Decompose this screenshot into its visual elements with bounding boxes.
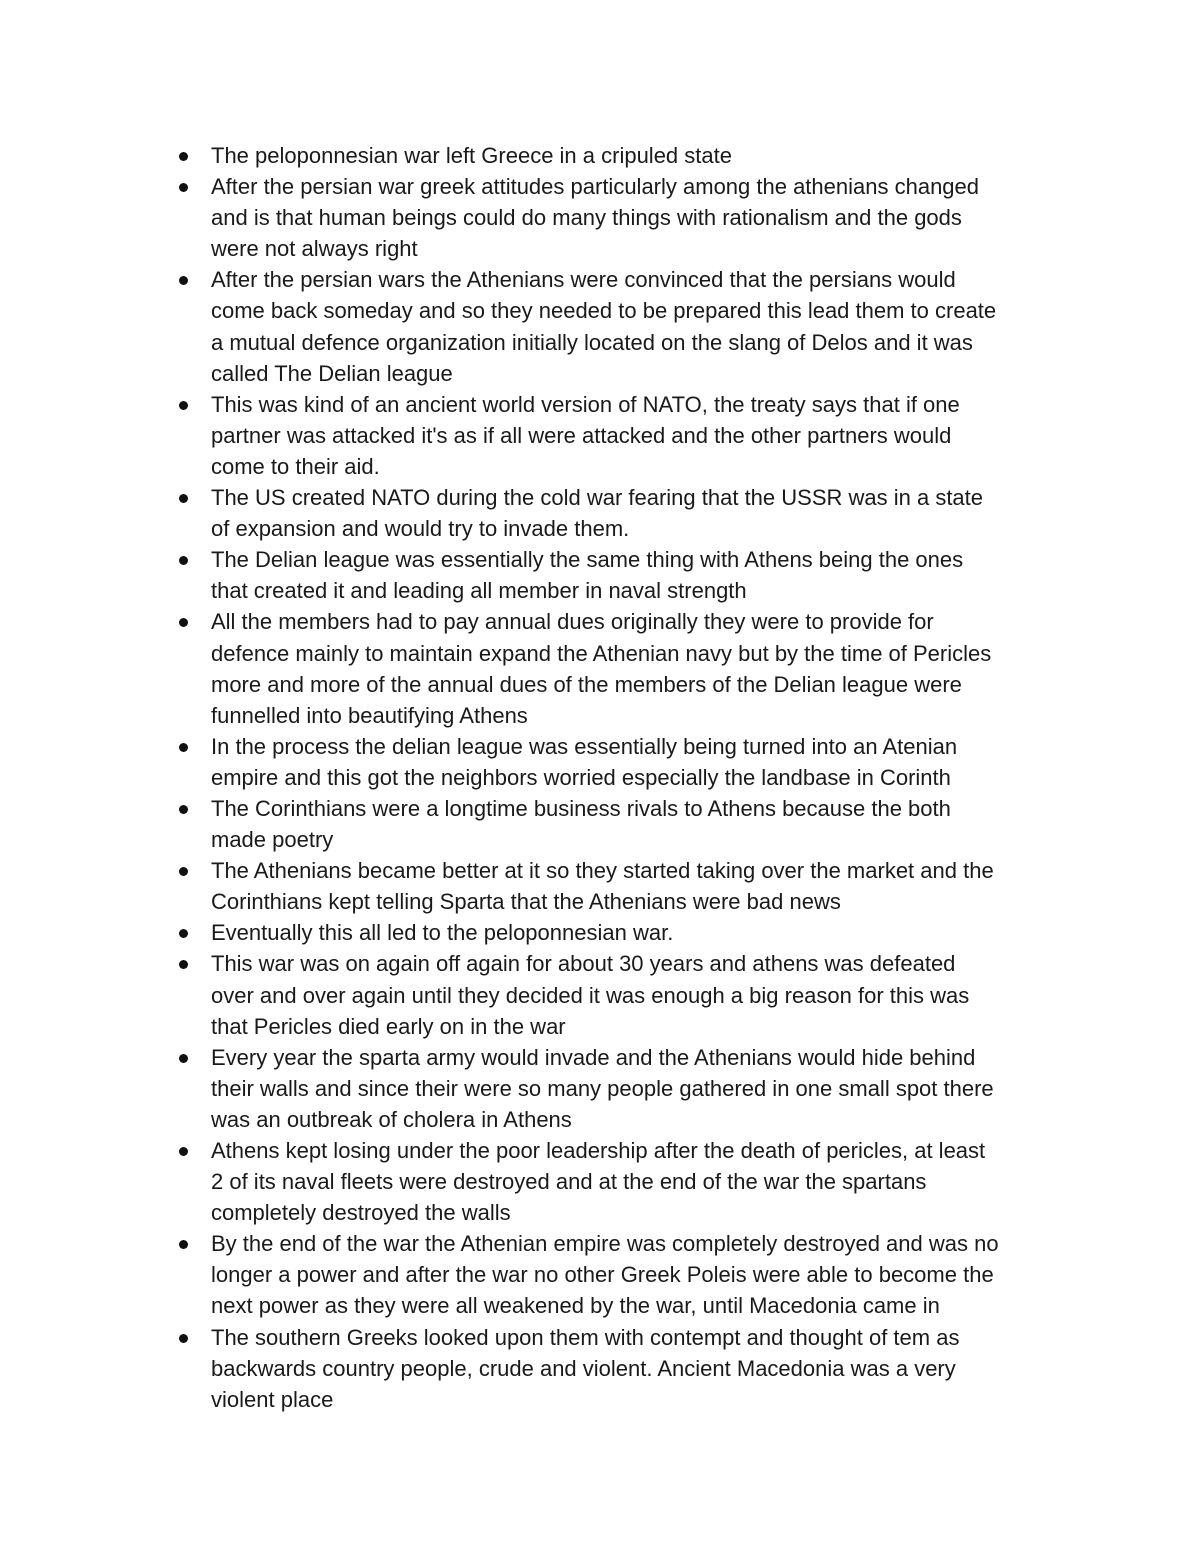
bullet-text: This war was on again off again for about 30 years and athens was defeated over and over again until they decided it was enough a big reason for this was that Pericles died early on in the war [211, 951, 970, 1039]
bullet-dot-icon [179, 743, 188, 752]
bullet-text: After the persian wars the Athenians were convinced that the persians would come back someday and so they needed to be prepared this lead them to create a mutual defence organization initially located on the slang of Delos and it was called The Delian league [211, 267, 997, 386]
bullet-dot-icon [179, 805, 188, 814]
bullet-text: The southern Greeks looked upon them with contempt and thought of tem as backwards country people, crude and violent. Ancient Macedonia was a very violent place [211, 1324, 960, 1412]
bullet-text: The Delian league was essentially the same thing with Athens being the ones that created it and leading all member in naval strength [211, 547, 964, 604]
bullet-list [211, 140, 1071, 1415]
bullet-text: The peloponnesian war left Greece in a cripuled state [211, 143, 732, 168]
bullet-item [211, 140, 1071, 171]
bullet-text: In the process the delian league was essentially being turned into an Atenian empire and this got the neighbors worried especially the landbase in Corinth [211, 733, 958, 790]
bullet-item [211, 855, 1071, 917]
bullet-dot-icon [179, 1334, 188, 1343]
bullet-text: Athens kept losing under the poor leadership after the death of pericles, at least 2 of its naval fleets were destroyed and at the end of the war the spartans completely destroyed the walls [211, 1138, 986, 1226]
bullet-dot-icon [179, 152, 188, 161]
bullet-dot-icon [179, 1054, 188, 1063]
bullet-text: By the end of the war the Athenian empire was completely destroyed and was no longer a power and after the war no other Greek Poleis were able to become the next power as they were all weakened by the war, until Macedonia came in [211, 1231, 999, 1319]
bullet-item [211, 482, 1071, 544]
bullet-item [211, 1228, 1071, 1321]
bullet-item [211, 1042, 1071, 1135]
bullet-dot-icon [179, 556, 188, 565]
bullet-dot-icon [179, 960, 188, 969]
bullet-dot-icon [179, 401, 188, 410]
bullet-dot-icon [179, 494, 188, 503]
bullet-text: This was kind of an ancient world version of NATO, the treaty says that if one partner was attacked it's as if all were attacked and the other partners would come to their aid. [211, 391, 960, 479]
bullet-text: Every year the sparta army would invade and the Athenians would hide behind their walls and since their were so many people gathered in one small spot there was an outbreak of cholera in Athens [211, 1044, 994, 1132]
bullet-text: All the members had to pay annual dues originally they were to provide for defence mainly to maintain expand the Athenian navy but by the time of Pericles more and more of the annual dues of the members of the Delian league were funnelled into beautifying Athens [211, 609, 992, 728]
bullet-item [211, 171, 1071, 264]
bullet-text: The US created NATO during the cold war fearing that the USSR was in a state of expansion and would try to invade them. [211, 485, 984, 542]
bullet-item [211, 731, 1071, 793]
bullet-item [211, 948, 1071, 1041]
bullet-dot-icon [179, 1147, 188, 1156]
bullet-item [211, 1135, 1071, 1228]
bullet-item [211, 389, 1071, 482]
bullet-item [211, 606, 1071, 730]
bullet-text: Eventually this all led to the peloponnesian war. [211, 920, 674, 946]
bullet-item [211, 793, 1071, 855]
bullet-dot-icon [179, 867, 188, 876]
bullet-text: The Corinthians were a longtime business rivals to Athens because the both made poetry [211, 795, 951, 853]
bullet-dot-icon [179, 1240, 188, 1249]
bullet-dot-icon [179, 618, 188, 627]
bullet-dot-icon [179, 929, 188, 938]
bullet-text: The Athenians became better at it so they started taking over the market and the Corinthians kept telling Sparta that the Athenians were bad news [211, 858, 994, 915]
bullet-item [211, 1322, 1071, 1415]
bullet-item [211, 917, 1071, 948]
bullet-text: After the persian war greek attitudes particularly among the athenians changed and is that human beings could do many things with rationalism and the gods were not always right [211, 174, 980, 262]
bullet-dot-icon [179, 276, 188, 285]
bullet-item [211, 264, 1071, 388]
bullet-item [211, 544, 1071, 606]
bullet-dot-icon [179, 183, 188, 192]
